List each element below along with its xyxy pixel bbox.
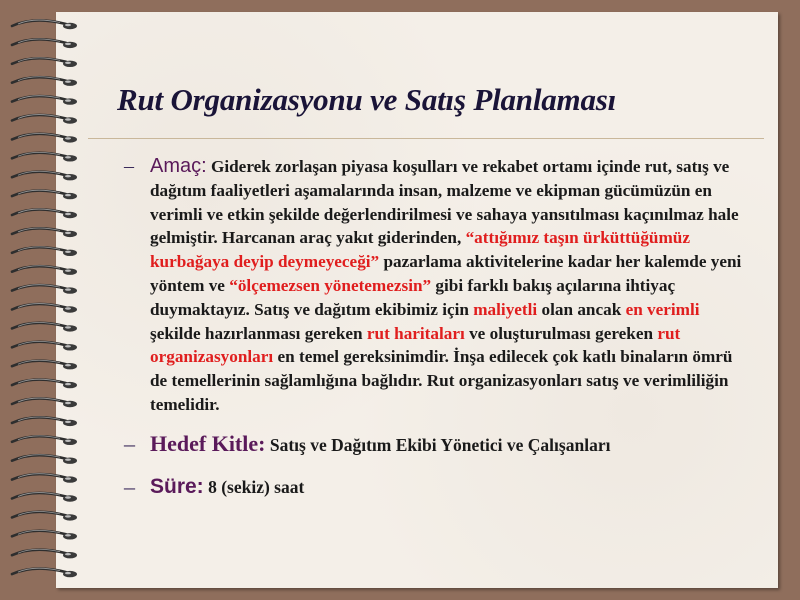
spiral-ring-icon	[12, 398, 77, 407]
spiral-ring-icon	[12, 39, 77, 48]
spiral-ring-icon	[12, 304, 77, 313]
spiral-ring-icon	[12, 58, 77, 67]
spiral-ring-icon	[12, 115, 77, 124]
amac-label: Amaç:	[150, 155, 207, 177]
spiral-binding-icon	[4, 12, 88, 588]
amac-text-5: şekilde hazırlanması gereken	[150, 323, 367, 343]
spiral-ring-icon	[12, 549, 77, 558]
spiral-ring-icon	[12, 190, 77, 199]
spiral-ring-icon	[12, 228, 77, 237]
title-divider	[88, 138, 764, 139]
amac-highlight-en-verimli: en verimli	[625, 299, 700, 319]
bullet-hedef-kitle	[124, 431, 749, 458]
bullet-amac	[124, 155, 749, 417]
amac-text-3: gibi farklı bakış açılarına ihtiyaç duymaktayız. Satış ve dağıtım ekibimiz için	[150, 275, 676, 319]
sure-label: Süre:	[150, 474, 204, 498]
bullet-list	[124, 155, 749, 500]
spiral-ring-icon	[12, 341, 77, 350]
dash-bullet-icon: –	[124, 473, 135, 499]
amac-text-1: Giderek zorlaşan piyasa koşulları ve rekabet ortamı içinde rut, satış ve dağıtım faaliyetleri aşamalarında insan, malzeme ve ekipman gücümüzün en verimli ve etkin şekilde değerlendirilmesi ve sahaya yansıtılması kaçınılmaz hale gelmiştir. Harcanan araç yakıt giderinden,	[150, 157, 739, 248]
spiral-ring-icon	[12, 133, 77, 142]
amac-text-4: olan ancak	[537, 299, 626, 319]
spiral-ring-icon	[12, 455, 77, 464]
spiral-ring-icon	[12, 493, 77, 502]
hedef-kitle-text: Satış ve Dağıtım Ekibi Yönetici ve Çalışanları	[265, 434, 611, 455]
amac-highlight-maliyetli: maliyetli	[473, 299, 538, 319]
spiral-ring-icon	[12, 436, 77, 445]
amac-text-7: en temel gereksinimdir. İnşa edilecek çok katlı binaların ömrü de temellerinin sağlamlığına bağlıdır. Rut organizasyonları satış ve verimliliğin temelidir.	[150, 347, 733, 414]
sure-text: 8 (sekiz) saat	[203, 476, 305, 497]
spiral-ring-icon	[12, 96, 77, 105]
amac-highlight-rut-organizasyonlari: rut organizasyonları	[150, 323, 681, 367]
hedef-kitle-label: Hedef Kitle:	[150, 430, 266, 456]
amac-text-6: ve oluşturulması gereken	[464, 323, 658, 343]
spiral-ring-icon	[12, 474, 77, 483]
dash-bullet-icon: –	[124, 155, 134, 177]
spiral-ring-icon	[12, 171, 77, 180]
spiral-ring-icon	[12, 20, 77, 29]
spiral-ring-icon	[12, 530, 77, 539]
spiral-ring-icon	[12, 360, 77, 369]
slide-title: Rut Organizasyonu ve Satış Planlaması	[117, 82, 617, 117]
dash-bullet-icon: –	[124, 430, 135, 456]
spiral-ring-icon	[12, 511, 77, 520]
spiral-ring-icon	[12, 77, 77, 86]
spiral-ring-icon	[12, 379, 77, 388]
spiral-ring-icon	[12, 247, 77, 256]
spiral-ring-icon	[12, 322, 77, 331]
amac-highlight-quote-2: “ölçemezsen yönetemezsin”	[229, 275, 432, 295]
amac-text-2: pazarlama aktivitelerine kadar her kalemde yeni yöntem ve	[150, 252, 742, 295]
spiral-ring-icon	[12, 568, 77, 577]
spiral-ring-icon	[12, 152, 77, 161]
spiral-ring-icon	[12, 285, 77, 294]
amac-highlight-rut-haritalari: rut haritaları	[366, 323, 465, 343]
spiral-ring-icon	[12, 417, 77, 426]
amac-highlight-quote-1: “attığımız taşın ürküttüğümüz kurbağaya deyip deymeyeceği”	[150, 228, 690, 272]
spiral-ring-icon	[12, 266, 77, 275]
spiral-ring-icon	[12, 209, 77, 218]
bullet-sure	[124, 474, 749, 500]
